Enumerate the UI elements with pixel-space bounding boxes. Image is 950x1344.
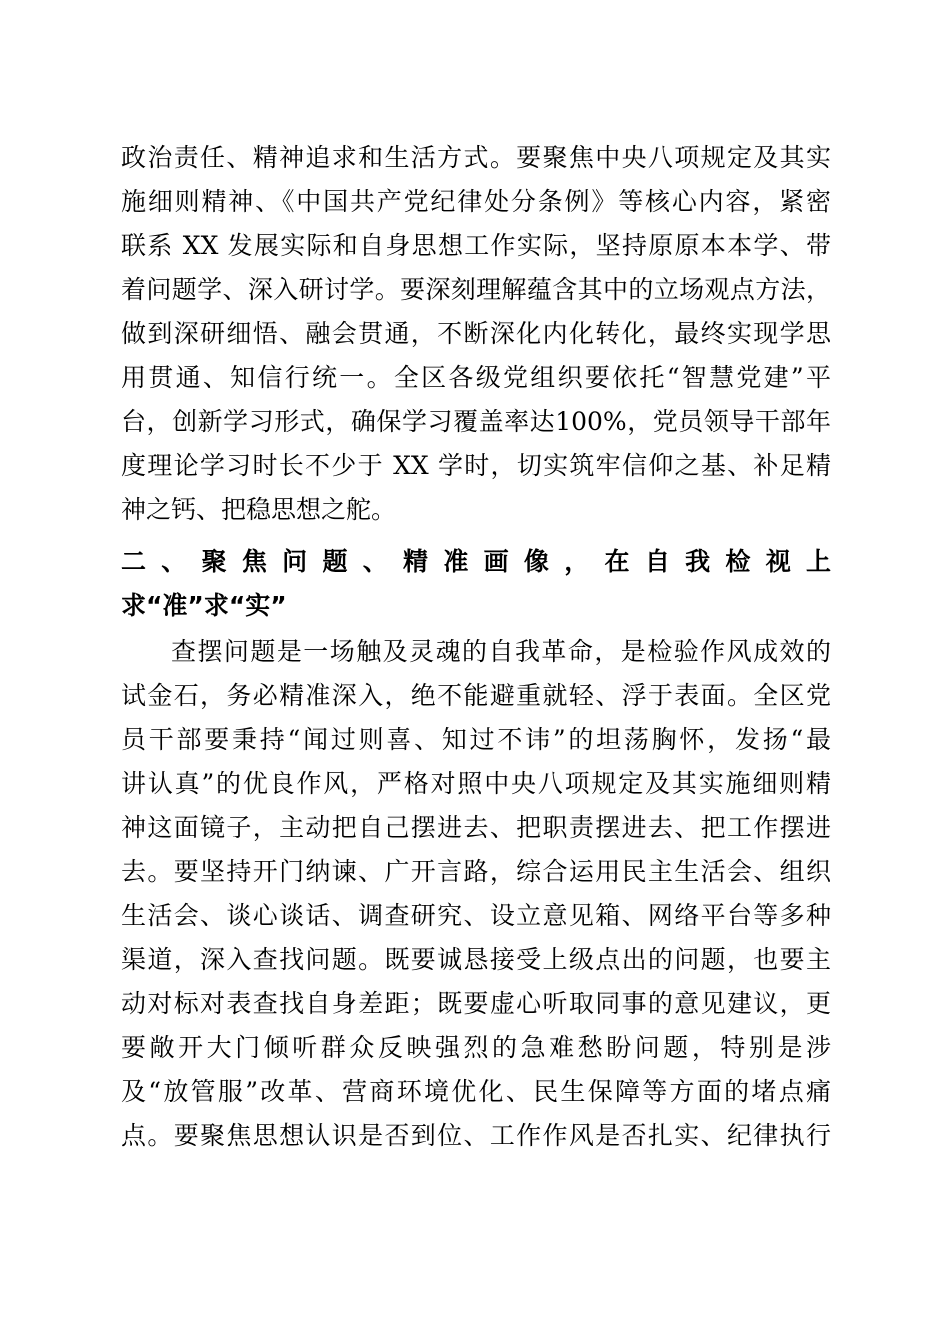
- paragraph-line: 点。要聚焦思想认识是否到位、工作作风是否扎实、纪律执行: [121, 1121, 831, 1150]
- paragraph-line: 生活会、谈心谈话、调查研究、设立意见箱、网络平台等多种: [121, 901, 831, 930]
- section-heading: [121, 540, 831, 628]
- paragraph-line: 神之钙、把稳思想之舵。: [121, 495, 397, 524]
- paragraph-line: 着问题学、深入研讨学。要深刻理解蕴含其中的立场观点方法，: [121, 275, 831, 304]
- paragraph-line: 查摆问题是一场触及灵魂的自我革命，是检验作风成效的: [171, 637, 831, 666]
- paragraph-line: 渠道，深入查找问题。既要诚恳接受上级点出的问题，也要主: [121, 945, 831, 974]
- paragraph-line: 动对标对表查找自身差距；既要虚心听取同事的意见建议，更: [121, 989, 831, 1018]
- paragraph-line: 要敞开大门倾听群众反映强烈的急难愁盼问题，特别是涉: [121, 1033, 831, 1062]
- paragraph-line: 台，创新学习形式，确保学习覆盖率达100%，党员领导干部年: [121, 407, 831, 436]
- paragraph-line: 员干部要秉持“闻过则喜、知过不讳”的坦荡胸怀，发扬“最: [121, 725, 831, 754]
- paragraph-line: 政治责任、精神追求和生活方式。要聚焦中央八项规定及其实: [121, 143, 831, 172]
- paragraph-line: 施细则精神、《中国共产党纪律处分条例》等核心内容，紧密: [121, 187, 831, 216]
- section-heading-line: 二、聚焦问题、精准画像，在自我检视上: [121, 547, 831, 576]
- paragraph-line: 做到深研细悟、融会贯通，不断深化内化转化，最终实现学思: [121, 319, 831, 348]
- paragraph-body: [121, 630, 831, 1158]
- paragraph-line: 神这面镜子，主动把自己摆进去、把职责摆进去、把工作摆进: [121, 813, 831, 842]
- paragraph-continued: [121, 136, 831, 532]
- paragraph-line: 联系 XX 发展实际和自身思想工作实际，坚持原原本本学、带: [121, 231, 831, 260]
- paragraph-line: 去。要坚持开门纳谏、广开言路，综合运用民主生活会、组织: [121, 857, 831, 886]
- paragraph-line: 讲认真”的优良作风，严格对照中央八项规定及其实施细则精: [121, 769, 831, 798]
- paragraph-line: 试金石，务必精准深入，绝不能避重就轻、浮于表面。全区党: [121, 681, 831, 710]
- paragraph-line: 用贯通、知信行统一。全区各级党组织要依托“智慧党建”平: [121, 363, 831, 392]
- section-heading-line: 求“准”求“实”: [121, 591, 287, 620]
- paragraph-line: 度理论学习时长不少于 XX 学时，切实筑牢信仰之基、补足精: [121, 451, 831, 480]
- paragraph-line: 及“放管服”改革、营商环境优化、民生保障等方面的堵点痛: [121, 1077, 831, 1106]
